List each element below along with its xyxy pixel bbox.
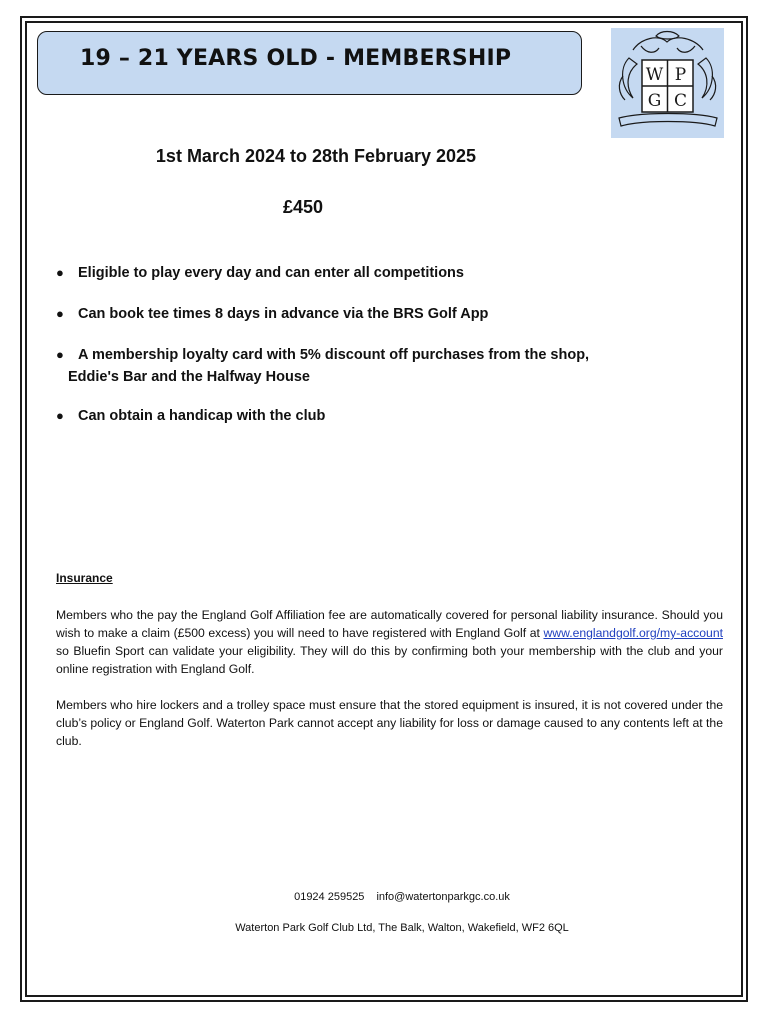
- list-item: [56, 405, 325, 427]
- crest-letter: C: [673, 91, 688, 111]
- bullet-icon: ●: [56, 408, 64, 423]
- list-item: [56, 344, 589, 388]
- bullet-icon: ●: [56, 265, 64, 280]
- crest-letter: G: [647, 91, 662, 111]
- page-border-inner: [25, 21, 743, 997]
- benefit-text: A membership loyalty card with 5% discount off purchases from the shop,: [78, 347, 590, 363]
- page-title: 19 – 21 YEARS OLD - MEMBERSHIP: [80, 46, 512, 71]
- phone-number: 01924 259525: [294, 891, 365, 903]
- insurance-paragraph-2: Members who hire lockers and a trolley space must ensure that the stored equipment is insured, it is not covered under the club’s policy or England Golf. Waterton Park cannot accept any liability for loss or damage caused to any contents left at the club.: [56, 698, 723, 748]
- title-banner: [37, 31, 582, 95]
- list-item: [56, 303, 488, 325]
- benefit-text: Can book tee times 8 days in advance via the BRS Golf App: [78, 306, 489, 322]
- insurance-paragraph-1: [56, 606, 723, 678]
- benefit-text: Eligible to play every day and can enter all competitions: [78, 265, 464, 281]
- list-item: [56, 262, 464, 284]
- bullet-icon: ●: [56, 306, 64, 321]
- membership-price: £450: [282, 197, 324, 217]
- insurance-text: Members who the pay the England Golf Affiliation fee are automatically covered for personal liability insurance. Should you wish to make a claim (£500 excess) you will need to have registered with England Golf at: [56, 608, 723, 640]
- crest-letter: P: [674, 65, 687, 85]
- bullet-icon: ●: [56, 347, 64, 362]
- insurance-heading: Insurance: [56, 571, 113, 585]
- membership-period: 1st March 2024 to 28th February 2025: [155, 146, 477, 166]
- england-golf-link[interactable]: www.englandgolf.org/my-account: [543, 626, 723, 640]
- email-address: info@watertonparkgc.co.uk: [376, 891, 510, 903]
- club-address: Waterton Park Golf Club Ltd, The Balk, Walton, Wakefield, WF2 6QL: [235, 922, 569, 934]
- insurance-text: so Bluefin Sport can validate your eligibility. They will do this by confirming both your membership with the club and your online registration with England Golf.: [56, 644, 723, 676]
- contact-line: [0, 891, 770, 903]
- club-crest-icon: [611, 28, 724, 138]
- benefit-text-continued: Eddie's Bar and the Halfway House: [68, 369, 310, 385]
- crest-letter: W: [645, 65, 664, 85]
- benefit-text: Can obtain a handicap with the club: [78, 408, 326, 424]
